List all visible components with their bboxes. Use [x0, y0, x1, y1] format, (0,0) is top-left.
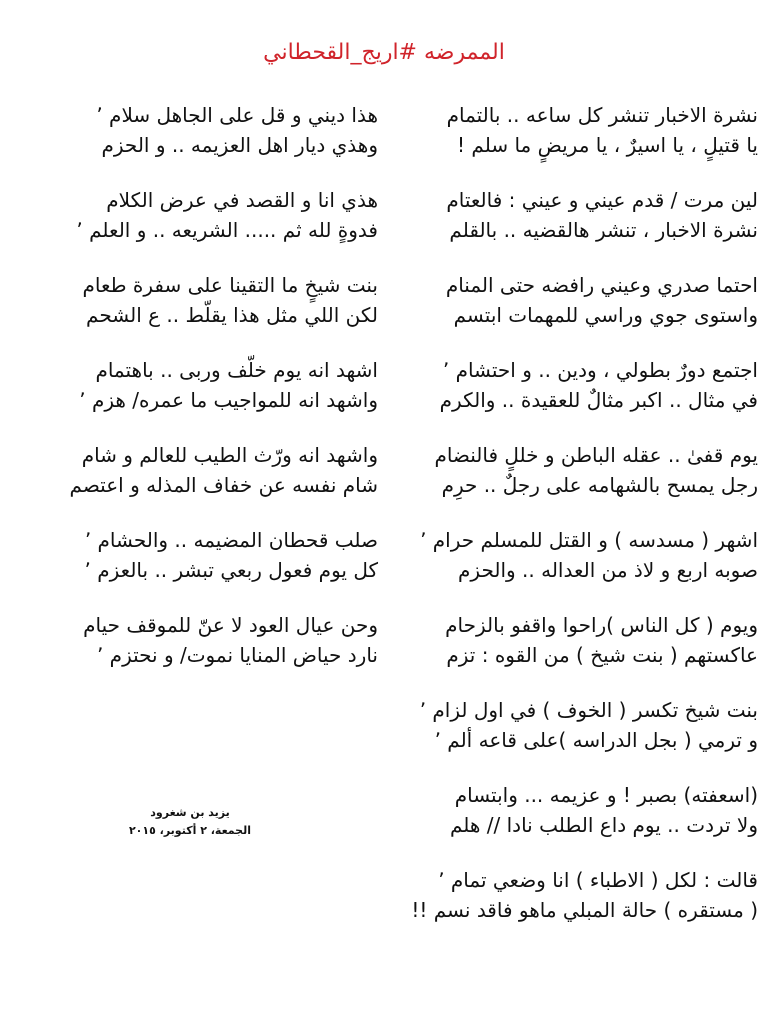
- verse-line: واشهد انه للمواجيب ما عمره/ هزم ٬: [79, 388, 378, 412]
- stanza: [408, 525, 758, 610]
- stanza: [28, 610, 378, 695]
- verse-line: احتما صدري وعيني رافضه حتى المنام: [445, 273, 758, 297]
- verse-line: هذا ديني و قل على الجاهل سلام ٬: [96, 103, 378, 127]
- verse-line: اجتمع دورٌ بطولي ، ودين .. و احتشام ٬: [442, 358, 758, 382]
- verse-line: و ترمي ( بجل الدراسه )على قاعه ألم ٬: [434, 728, 758, 752]
- verse-line: رجل يمسح بالشهامه على رجلٌ .. حرِم: [441, 473, 758, 497]
- verse-line: نشرة الاخبار ، تنشر هالقضيه .. بالقلم: [449, 218, 758, 242]
- stanza: [408, 440, 758, 525]
- stanza: [28, 100, 378, 185]
- verse-line: كل يوم فعول ربعي تبشر .. بالعزم ٬: [84, 558, 378, 582]
- verse-line: لكن اللي مثل هذا يقلّط .. ع الشحم: [86, 303, 378, 327]
- verse-line: شام نفسه عن خفاف المذله و اعتصم: [69, 473, 378, 497]
- stanza: [408, 695, 758, 780]
- stanza: [28, 185, 378, 270]
- verse-line: نشرة الاخبار تنشر كل ساعه .. بالتمام: [446, 103, 758, 127]
- verse-line: ولا تردت .. يوم داع الطلب نادا // هلم: [449, 813, 758, 837]
- verse-line: واشهد انه ورّث الطيب للعالم و شام: [81, 443, 378, 467]
- verse-line: صوبه اربع و لاذ من العداله .. والحزم: [458, 558, 758, 582]
- stanza: [28, 525, 378, 610]
- stanza: [408, 100, 758, 185]
- stanza: [408, 865, 758, 950]
- verse-line: وهذي ديار اهل العزيمه .. و الحزم: [101, 133, 378, 157]
- verse-line: هذي انا و القصد في عرض الكلام: [106, 188, 378, 212]
- verse-line: اشهر ( مسدسه ) و القتل للمسلم حرام ٬: [420, 528, 758, 552]
- right-column: [408, 100, 758, 950]
- stanza: [28, 440, 378, 525]
- verse-line: وحن عيال العود لا عنّ للموقف حيام: [83, 613, 378, 637]
- verse-line: اشهد انه يوم خلّف وربى .. باهتمام: [95, 358, 378, 382]
- stanza: [28, 270, 378, 355]
- stanza: [408, 610, 758, 695]
- author-name: يزيد بن شغرود: [150, 806, 230, 819]
- verse-line: لين مرت / قدم عيني و عيني : فالعتام: [446, 188, 758, 212]
- verse-line: يوم قفىٰ .. عقله الباطن و خللٍ فالنضام: [434, 443, 758, 467]
- stanza: [408, 780, 758, 865]
- verse-line: بنت شيخ تكسر ( الخوف ) في اول لزام ٬: [419, 698, 758, 722]
- verse-line: صلب قحطان المضيمه .. والحشام ٬: [84, 528, 378, 552]
- verse-line: (اسعفته) بصبر ! و عزيمه ... وابتسام: [454, 783, 758, 807]
- verse-line: نارد حياض المنايا نموت/ و نحتزم ٬: [96, 643, 378, 667]
- signature-block: [80, 804, 300, 840]
- stanza: [408, 185, 758, 270]
- verse-line: فدوةٍ لله ثم ..... الشريعه .. و العلم ٬: [76, 218, 378, 242]
- verse-line: ويوم ( كل الناس )راحوا واقفو بالزحام: [445, 613, 758, 637]
- stanza: [28, 355, 378, 440]
- left-column: [28, 100, 378, 695]
- verse-line: يا قتيلٍ ، يا اسيرٌ ، يا مريضٍ ما سلم !: [457, 133, 758, 157]
- stanza: [408, 270, 758, 355]
- verse-line: عاكستهم ( بنت شيخ ) من القوه : تزم: [446, 643, 758, 667]
- verse-line: بنت شيخٍ ما التقينا على سفرة طعام: [82, 273, 378, 297]
- date-stamp: الجمعة، ٢ أكتوبر، ٢٠١٥: [128, 824, 252, 837]
- verse-line: ( مستقره ) حالة المبلي ماهو فاقد نسم !!: [411, 898, 758, 922]
- verse-line: قالت : لكل ( الاطباء ) انا وضعي تمام ٬: [438, 868, 758, 892]
- verse-line: في مثال .. اكبر مثالٌ للعقيدة .. والكرم: [439, 388, 758, 412]
- verse-line: واستوى جوي وراسي للمهمات ابتسم: [453, 303, 758, 327]
- stanza: [408, 355, 758, 440]
- poem-title: الممرضه #اريج_القحطاني: [263, 40, 505, 65]
